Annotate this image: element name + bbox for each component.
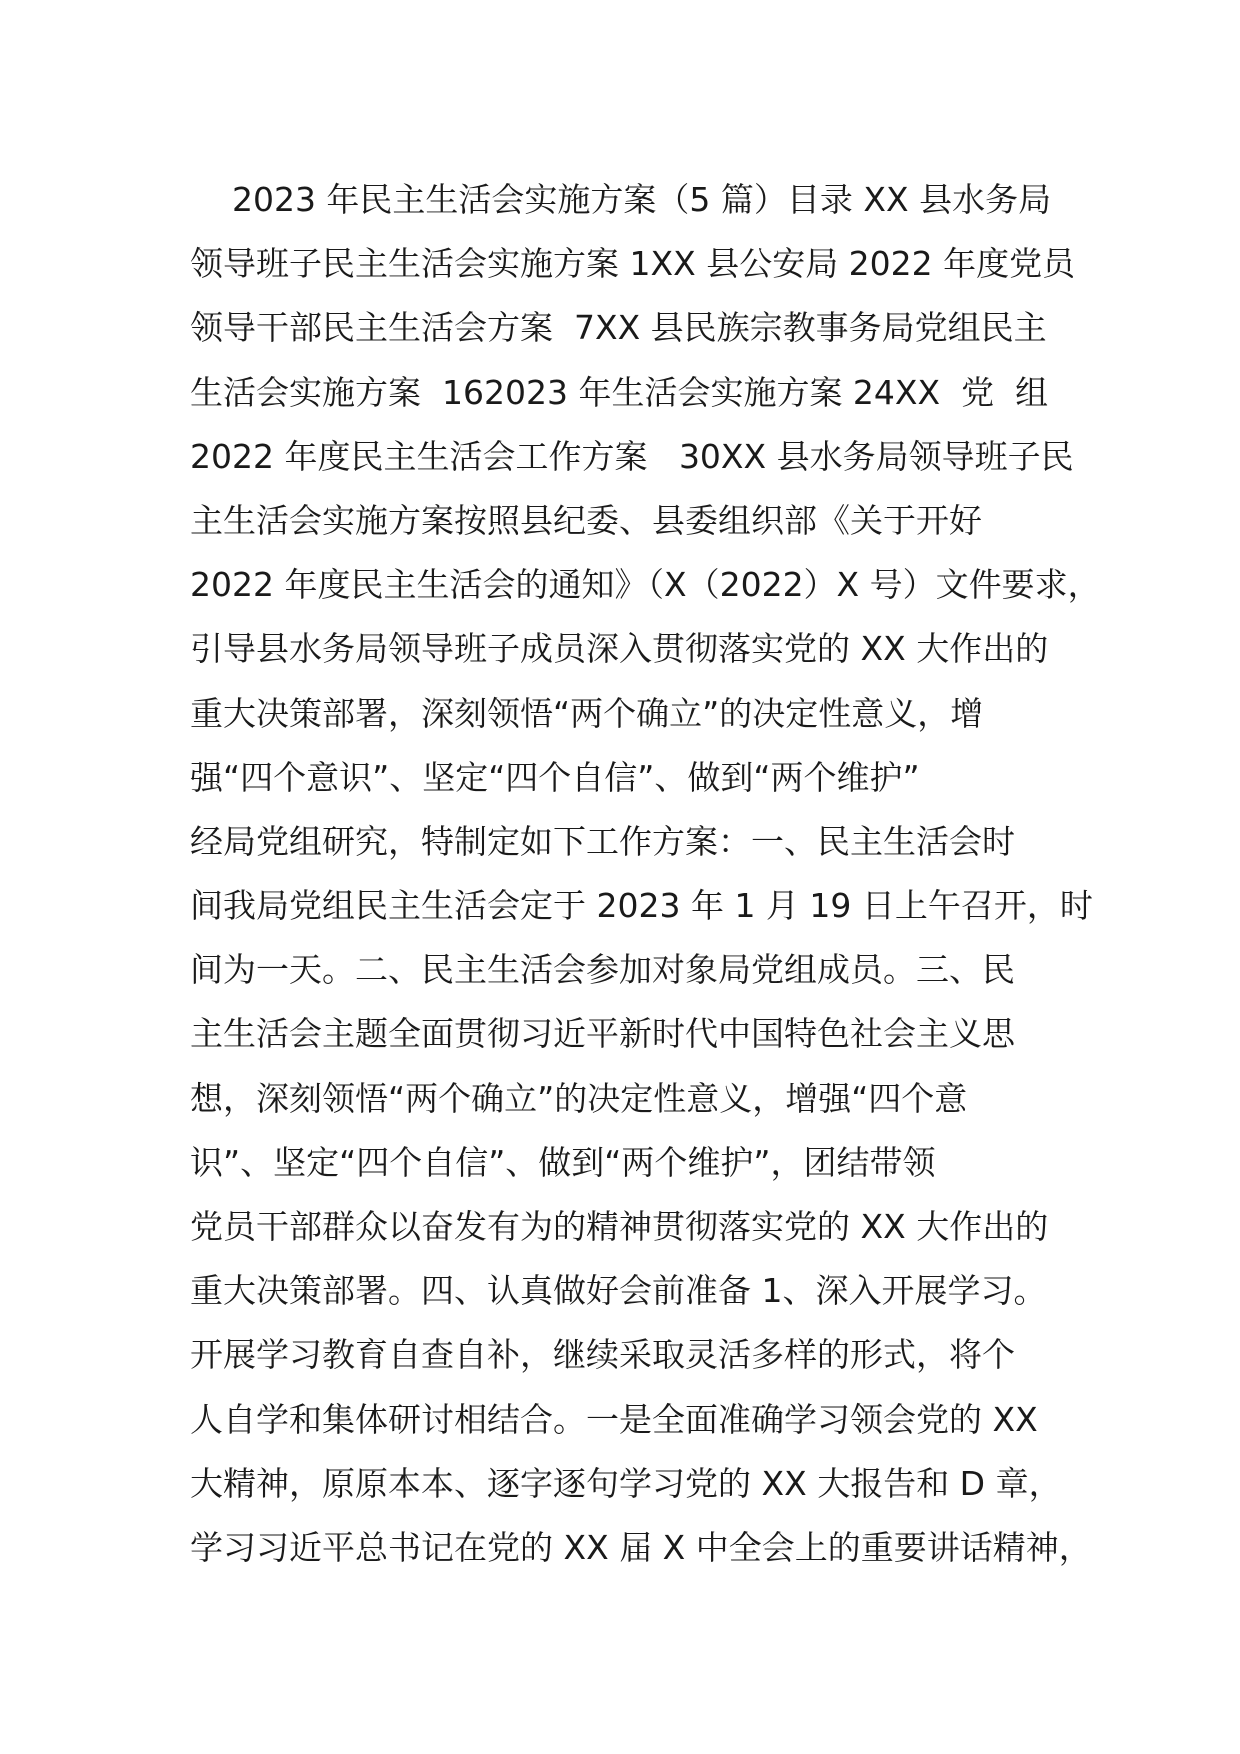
text-line: 想，深刻领悟“两个确立”的决定性意义，增强“四个意 <box>190 1078 968 1118</box>
text-line: 间我局党组民主生活会定于 2023 年 1 月 19 日上午召开，时 <box>190 886 1093 926</box>
text-line: 间为一天。二、民主生活会参加对象局党组成员。三、民 <box>190 950 1015 990</box>
text-line: 开展学习教育自查自补，继续采取灵活多样的形式，将个 <box>190 1335 1015 1375</box>
text-line: 领导班子民主生活会实施方案 1XX 县公安局 2022 年度党员 <box>190 244 1076 284</box>
text-line: 2022 年度民主生活会工作方案 30XX 县水务局领导班子民 <box>190 436 1074 476</box>
text-line: 领导干部民主生活会方案 7XX 县民族宗教事务局党组民主 <box>190 308 1047 348</box>
text-line: 学习习近平总书记在党的 XX 届 X 中全会上的重要讲话精神， <box>190 1527 1092 1567</box>
text-line: 引导县水务局领导班子成员深入贯彻落实党的 XX 大作出的 <box>190 629 1049 669</box>
text-line: 主生活会主题全面贯彻习近平新时代中国特色社会主义思 <box>190 1014 1015 1054</box>
text-line: 人自学和集体研讨相结合。一是全面准确学习领会党的 XX <box>190 1399 1038 1439</box>
text-line: 2022 年度民主生活会的通知》（X（2022）X 号）文件要求， <box>190 565 1101 605</box>
text-line: 识”、坚定“四个自信”、做到“两个维护”，团结带领 <box>190 1142 936 1182</box>
document-body <box>190 168 1101 1580</box>
text-line: 重大决策部署，深刻领悟“两个确立”的决定性意义，增 <box>190 693 984 733</box>
text-line: 经局党组研究，特制定如下工作方案：一、民主生活会时 <box>190 821 1015 861</box>
text-line: 主生活会实施方案按照县纪委、县委组织部《关于开好 <box>190 500 982 540</box>
text-line: 重大决策部署。四、认真做好会前准备 1、深入开展学习。 <box>190 1271 1047 1311</box>
text-line: 强“四个意识”、坚定“四个自信”、做到“两个维护” <box>190 757 920 797</box>
text-line: 2023 年民主生活会实施方案（5 篇）目录 XX 县水务局 <box>190 180 1052 219</box>
text-line: 党员干部群众以奋发有为的精神贯彻落实党的 XX 大作出的 <box>190 1207 1049 1246</box>
text-line: 生活会实施方案 162023 年生活会实施方案 24XX 党 组 <box>190 372 1049 412</box>
text-line: 大精神，原原本本、逐字逐句学习党的 XX 大报告和 D 章， <box>190 1463 1062 1503</box>
